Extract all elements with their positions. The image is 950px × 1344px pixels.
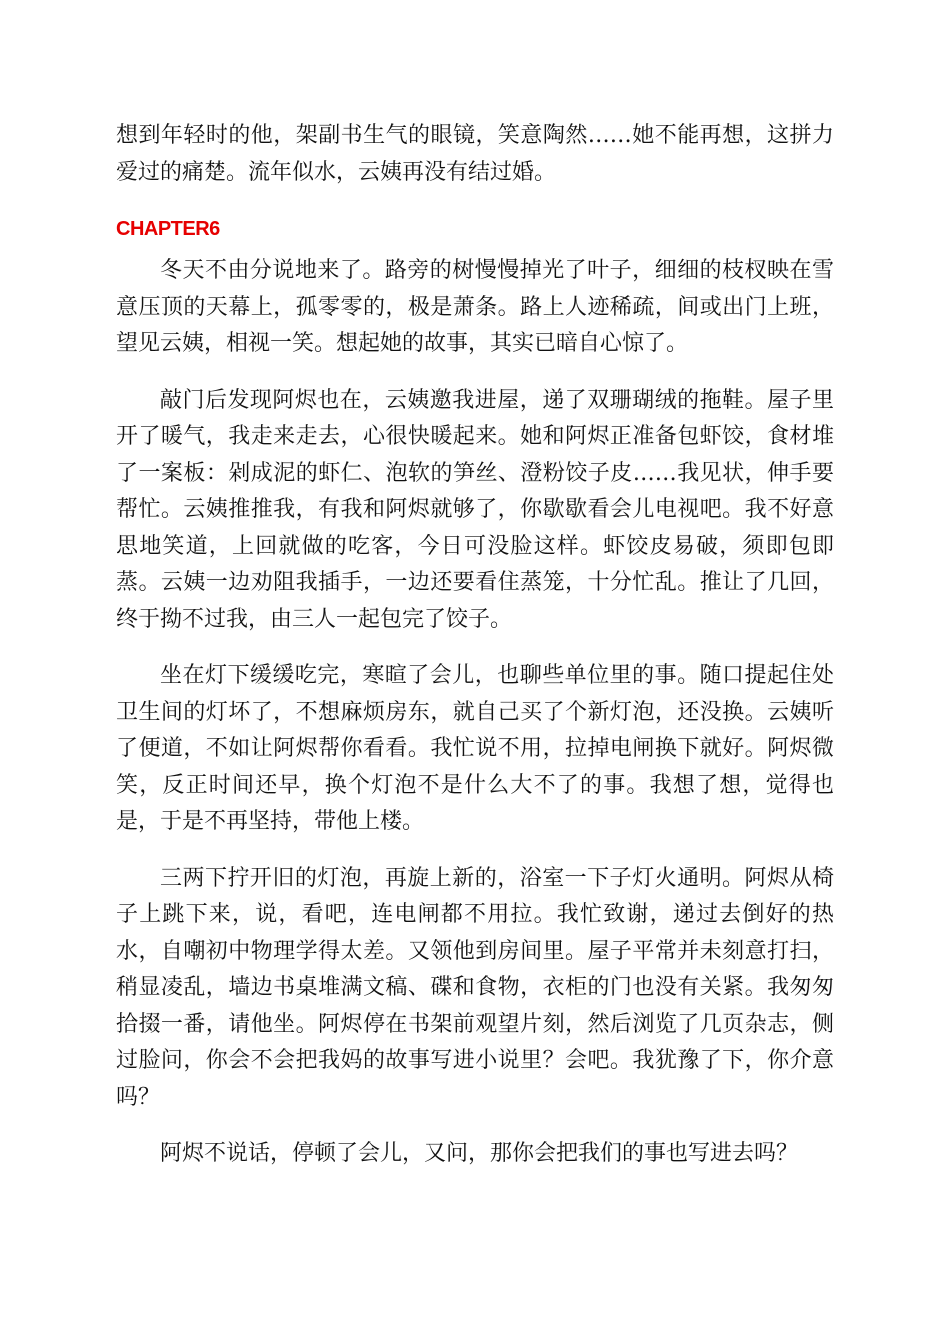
paragraph: 冬天不由分说地来了。路旁的树慢慢掉光了叶子，细细的枝杈映在雪意压顶的天幕上，孤零零的，极是萧条。路上人迹稀疏，间或出门上班，望见云姨，相视一笑。想起她的故事，其实已暗自心惊了。	[116, 258, 834, 356]
opening-paragraph: 想到年轻时的他，架副书生气的眼镜，笑意陶然……她不能再想，这拼力爱过的痛楚。流年似水，云姨再没有结过婚。	[116, 123, 834, 185]
paragraph: 阿烬不说话，停顿了会儿，又问，那你会把我们的事也写进去吗？	[160, 1141, 799, 1166]
paragraph: 坐在灯下缓缓吃完，寒暄了会儿，也聊些单位里的事。随口提起住处卫生间的灯坏了，不想麻烦房东，就自己买了个新灯泡，还没换。云姨听了便道，不如让阿烬帮你看看。我忙说不用，拉掉电闸换下就好。阿烬微笑，反正时间还早，换个灯泡不是什么大不了的事。我想了想，觉得也是，于是不再坚持，带他上楼。	[116, 663, 834, 834]
paragraph: 三两下拧开旧的灯泡，再旋上新的，浴室一下子灯火通明。阿烬从椅子上跳下来，说，看吧，连电闸都不用拉。我忙致谢，递过去倒好的热水，自嘲初中物理学得太差。又领他到房间里。屋子平常并未刻意打扫，稍显凌乱，墙边书桌堆满文稿、碟和食物，衣柜的门也没有关紧。我匆匆拾掇一番，请他坐。阿烬停在书架前观望片刻，然后浏览了几页杂志，侧过脸问，你会不会把我妈的故事写进小说里？会吧。我犹豫了下，你介意吗？	[116, 865, 834, 1110]
paragraph: 敲门后发现阿烬也在，云姨邀我进屋，递了双珊瑚绒的拖鞋。屋子里开了暖气，我走来走去，心很快暖起来。她和阿烬正准备包虾饺，食材堆了一案板：剁成泥的虾仁、泡软的笋丝、澄粉饺子皮……我见状，伸手要帮忙。云姨推推我，有我和阿烬就够了，你歇歇看会儿电视吧。我不好意思地笑道，上回就做的吃客，今日可没脸这样。虾饺皮易破，须即包即蒸。云姨一边劝阻我插手，一边还要看住蒸笼，十分忙乱。推让了几回，终于拗不过我，由三人一起包完了饺子。	[116, 387, 834, 632]
chapter-heading: CHAPTER6	[116, 218, 220, 240]
document-page	[116, 118, 834, 1193]
